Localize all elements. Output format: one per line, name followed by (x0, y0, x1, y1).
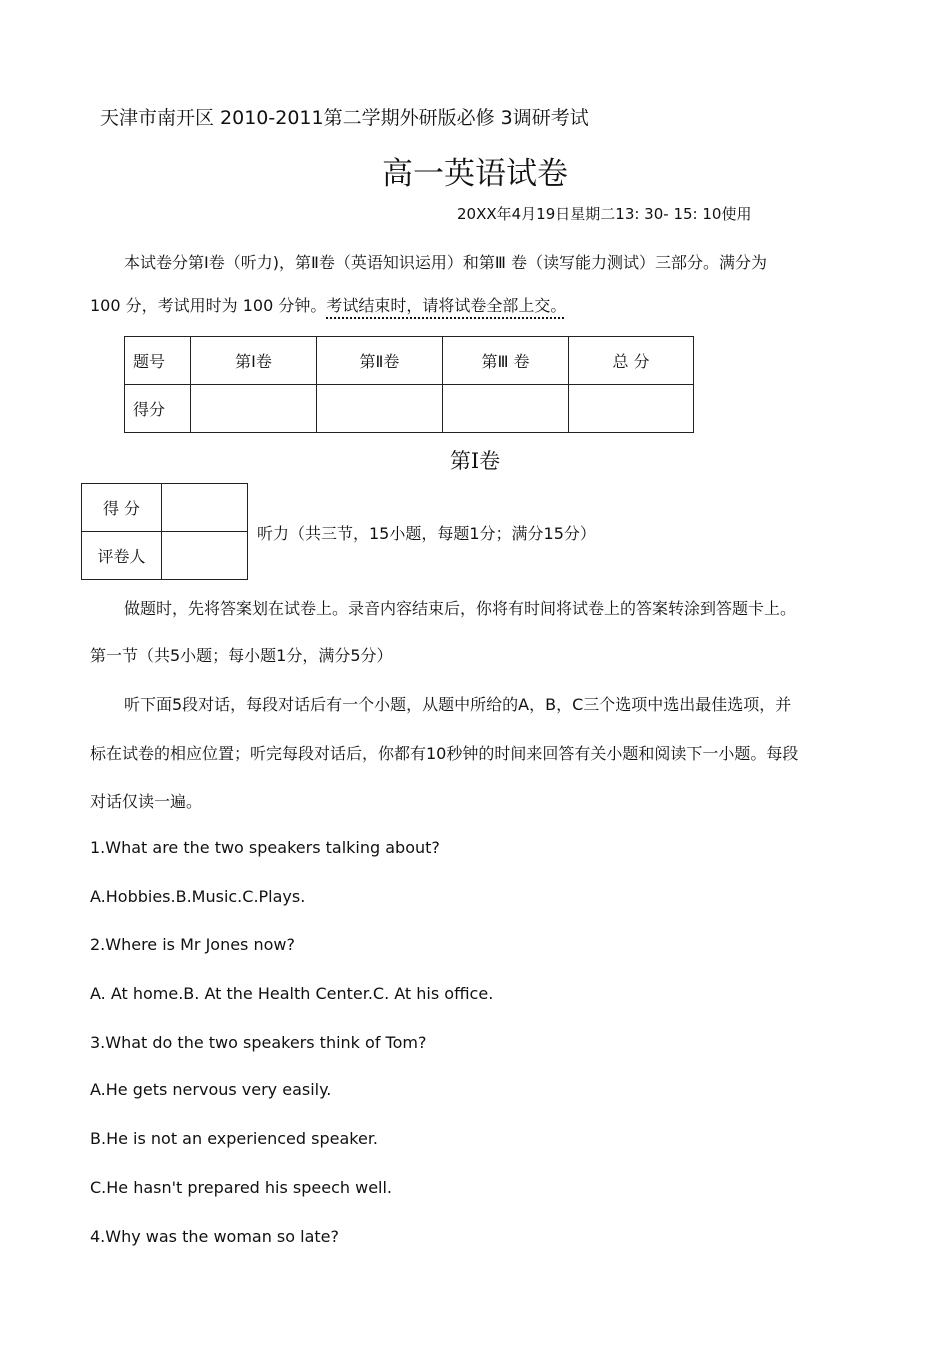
section-title: 第Ⅰ卷 (449, 449, 501, 473)
part1-title: 第一节（共5小题；每小题1分，满分5分） (90, 646, 393, 665)
score-cell-part2[interactable] (317, 385, 443, 433)
score-cell-part3[interactable] (443, 385, 569, 433)
header-cell-part1: 第Ⅰ卷 (191, 337, 317, 385)
header-cell-part3: 第Ⅲ 卷 (443, 337, 569, 385)
score-cell-part1[interactable] (191, 385, 317, 433)
question-2-options: A. At home.B. At the Health Center.C. At his office. (90, 984, 494, 1003)
exam-header: 天津市南开区 2010-2011第二学期外研版必修 3调研考试 (100, 107, 589, 129)
grader-score-cell[interactable] (162, 484, 248, 532)
header-cell-number: 题号 (125, 337, 191, 385)
grader-name-row (82, 532, 248, 580)
intro-line-2 (90, 293, 566, 316)
score-table-score-row (125, 385, 694, 433)
intro-line-1: 本试卷分第Ⅰ卷（听力)，第Ⅱ卷（英语知识运用）和第Ⅲ 卷（读写能力测试）三部分。满分为 (124, 253, 767, 272)
question-3: 3.What do the two speakers think of Tom? (90, 1033, 427, 1052)
score-table (124, 336, 694, 433)
header-cell-total: 总 分 (569, 337, 694, 385)
question-4: 4.Why was the woman so late? (90, 1227, 339, 1246)
score-row-label: 得分 (125, 385, 191, 433)
question-1: 1.What are the two speakers talking about? (90, 838, 440, 857)
grader-name-cell[interactable] (162, 532, 248, 580)
score-cell-total[interactable] (569, 385, 694, 433)
score-table-header-row (125, 337, 694, 385)
question-3-option-c: C.He hasn't prepared his speech well. (90, 1178, 393, 1197)
question-1-options: A.Hobbies.B.Music.C.Plays. (90, 887, 306, 906)
grader-score-label: 得 分 (82, 484, 162, 532)
part1-directions-1: 听下面5段对话，每段对话后有一个小题，从题中所给的A，B，C三个选项中选出最佳选项，并 (124, 695, 792, 714)
intro-text: 100 分，考试用时为 100 分钟。 (90, 296, 327, 315)
grader-name-label: 评卷人 (82, 532, 162, 580)
part1-directions-2: 标在试卷的相应位置；听完每段对话后，你都有10秒钟的时间来回答有关小题和阅读下一小题。每段 (90, 744, 799, 763)
listening-title: 听力（共三节，15小题，每题1分；满分15分） (257, 524, 596, 543)
grader-score-row (82, 484, 248, 532)
instructions: 做题时，先将答案划在试卷上。录音内容结束后，你将有时间将试卷上的答案转涂到答题卡上。 (124, 599, 797, 618)
grader-box (81, 483, 248, 580)
question-3-option-b: B.He is not an experienced speaker. (90, 1129, 379, 1148)
part1-directions-3: 对话仅读一遍。 (90, 792, 203, 811)
question-2: 2.Where is Mr Jones now? (90, 935, 295, 954)
question-3-option-a: A.He gets nervous very easily. (90, 1080, 332, 1099)
exam-title: 高一英语试卷 (382, 156, 568, 192)
exam-datetime: 20XX年4月19日星期二13: 30- 15: 10使用 (457, 205, 752, 223)
intro-emphasis: 考试结束时，请将试卷全部上交。 (326, 296, 567, 315)
header-cell-part2: 第Ⅱ卷 (317, 337, 443, 385)
